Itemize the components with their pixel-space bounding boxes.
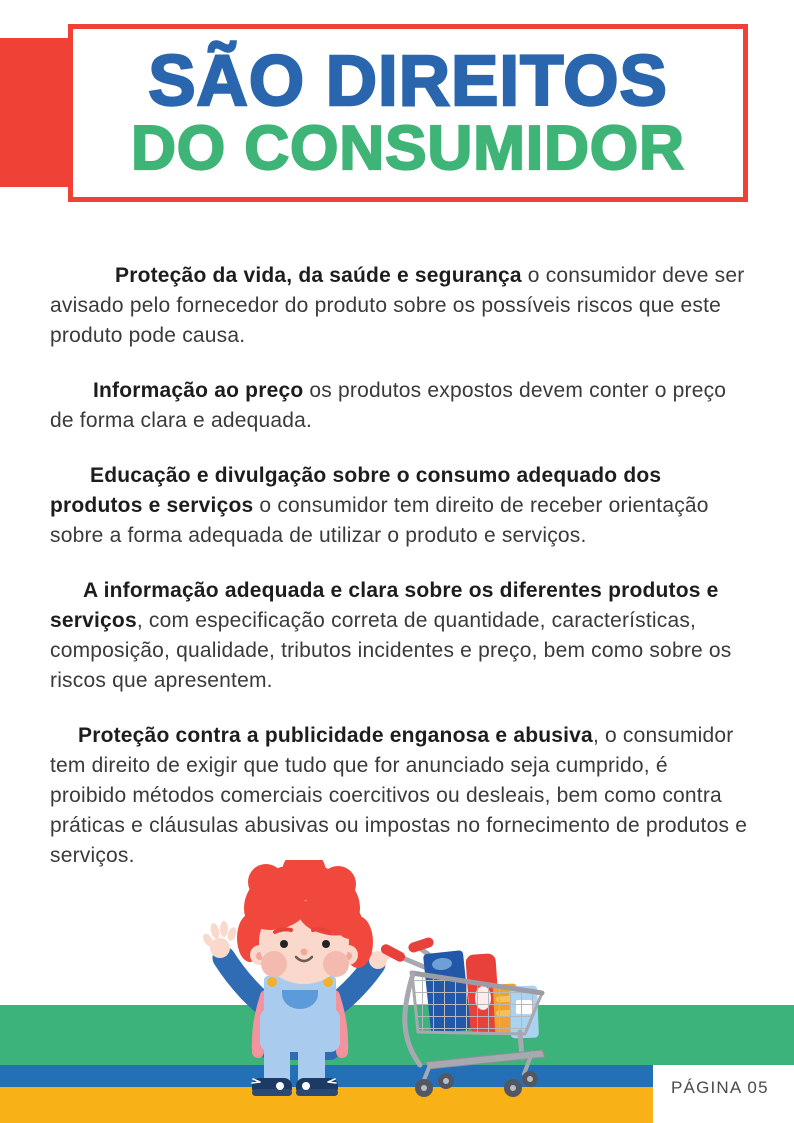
paragraph-informacao-adequada (50, 576, 748, 696)
paragraph-lead: Proteção contra a publicidade enganosa e abusiva (78, 724, 593, 747)
head (237, 860, 373, 984)
paragraph-body: , o consumidor tem direito de exigir que tudo que for anunciado seja cumprido, é proibido métodos comerciais coercitivos ou desleais, bem como contra práticas e cláusulas abusivas ou impostas no fornecimento de produtos e serviços. (50, 724, 748, 867)
title-box (68, 24, 748, 202)
content (50, 261, 748, 896)
paragraph-lead: Informação ao preço (93, 379, 304, 402)
paragraph-body: o consumidor tem direito de receber orientação sobre a forma adequada de utilizar o produto e serviços. (50, 494, 709, 547)
paragraph-educacao-divulgacao (50, 461, 748, 551)
shoes (252, 1078, 338, 1096)
paragraph-protecao-vida (50, 261, 748, 351)
paragraph-informacao-preco (50, 376, 748, 436)
page-title-line1: SÃO DIREITOS (148, 42, 668, 121)
header-red-tab (0, 38, 72, 187)
paragraph-lead: Educação e divulgação sobre o consumo adequado dos produtos e serviços (50, 464, 662, 517)
boy-illustration (201, 860, 407, 1096)
page-number-label: PÁGINA 05 (671, 1078, 769, 1097)
boy-with-shopping-cart-illustration (180, 860, 560, 1110)
paragraph-body: os produtos expostos devem conter o preço de forma clara e adequada. (50, 379, 727, 432)
paragraph-lead: Proteção da vida, da saúde e segurança (115, 264, 522, 287)
paragraph-body: o consumidor deve ser avisado pelo fornecedor do produto sobre os possíveis riscos que este produto pode causa. (50, 264, 745, 347)
footer-box (653, 1065, 794, 1123)
paragraph-lead: A informação adequada e clara sobre os diferentes produtos e serviços (50, 579, 719, 632)
illustration-svg (180, 860, 560, 1110)
shopping-cart-icon (398, 936, 545, 1097)
paragraph-body: , com especificação correta de quantidade, características, composição, qualidade, tributos incidentes e preço, bem como sobre os riscos que apresentem. (50, 609, 732, 692)
paragraph-protecao-publicidade (50, 721, 748, 871)
page-title-line2: DO CONSUMIDOR (131, 114, 685, 183)
